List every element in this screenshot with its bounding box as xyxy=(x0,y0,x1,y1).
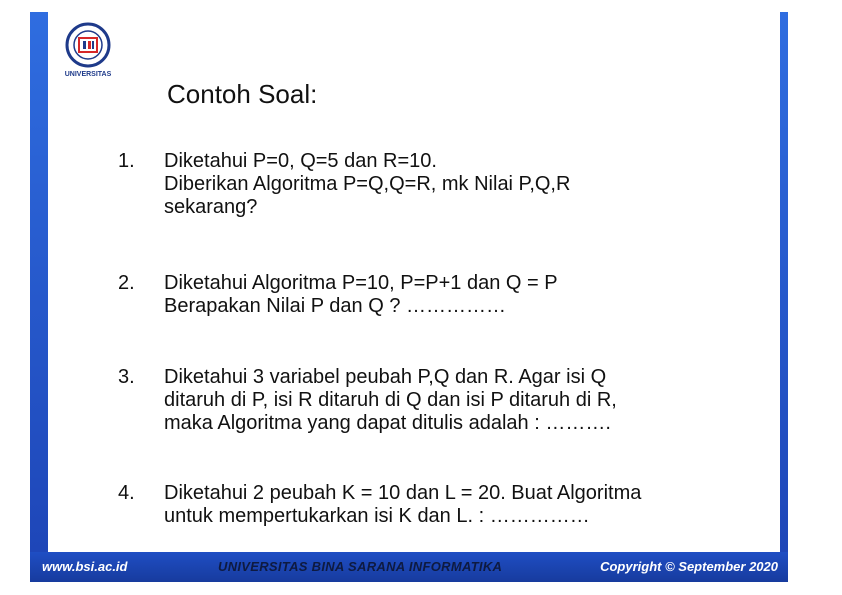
question-number: 3. xyxy=(118,366,135,388)
question-text xyxy=(164,150,764,219)
question-line: Diketahui 2 peubah K = 10 dan L = 20. Buat Algoritma xyxy=(164,482,642,504)
question-text xyxy=(164,272,764,318)
right-sidebar-band xyxy=(780,12,788,552)
slide-title: Contoh Soal: xyxy=(167,79,318,109)
question-line: Diketahui Algoritma P=10, P=P+1 dan Q = P xyxy=(164,272,558,294)
question-text xyxy=(164,482,764,528)
question-line: sekarang? xyxy=(164,196,258,218)
slide xyxy=(30,12,788,582)
question-line: Diberikan Algoritma P=Q,Q=R, mk Nilai P,Q,R xyxy=(164,173,571,195)
slide-content xyxy=(48,12,780,552)
slide-footer xyxy=(30,552,788,582)
footer-university: UNIVERSITAS BINA SARANA INFORMATIKA xyxy=(218,559,503,574)
question-number: 1. xyxy=(118,150,135,172)
logo-text: UNIVERSITAS xyxy=(64,71,112,78)
university-emblem-icon xyxy=(65,22,111,68)
question-line: untuk mempertukarkan isi K dan L. : …………… xyxy=(164,505,590,527)
question-line: Diketahui 3 variabel peubah P,Q dan R. Agar isi Q xyxy=(164,366,607,388)
question-line: maka Algoritma yang dapat ditulis adalah : ………. xyxy=(164,412,611,434)
question-line: Diketahui P=0, Q=5 dan R=10. xyxy=(164,150,437,172)
question-line: ditaruh di P, isi R ditaruh di Q dan isi P ditaruh di R, xyxy=(164,389,617,411)
footer-copyright: Copyright © September 2020 xyxy=(600,559,778,574)
question-text xyxy=(164,366,764,435)
question-number: 2. xyxy=(118,272,135,294)
footer-website: www.bsi.ac.id xyxy=(42,559,128,574)
question-number: 4. xyxy=(118,482,135,504)
university-logo xyxy=(56,18,120,80)
question-line: Berapakan Nilai P dan Q ? …………… xyxy=(164,295,507,317)
